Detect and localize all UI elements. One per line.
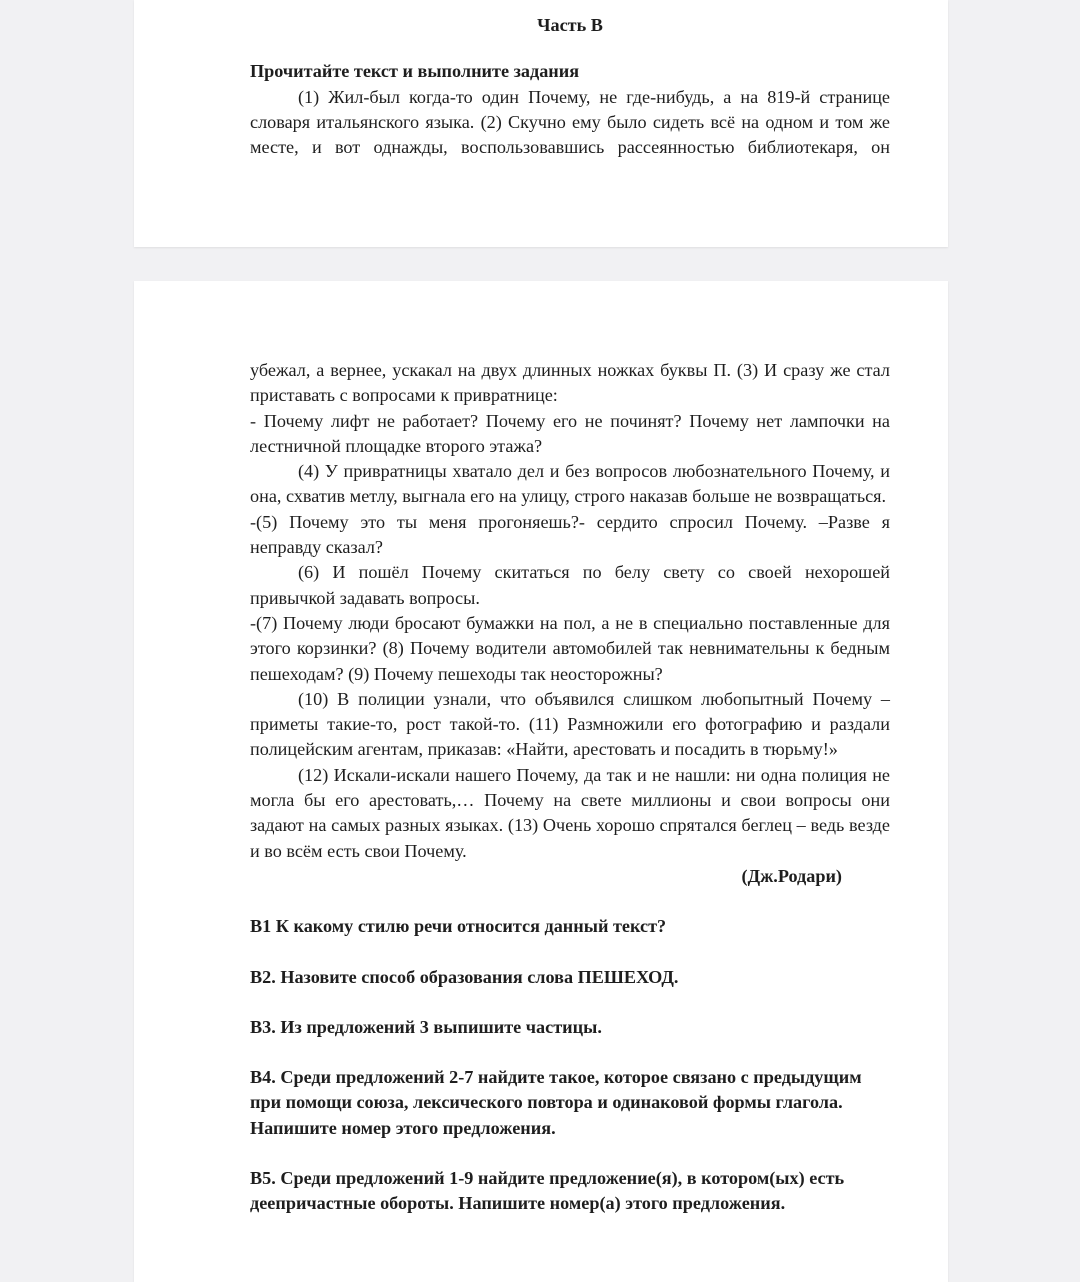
- document-page-1: [134, 0, 948, 247]
- page-1-content: [250, 13, 890, 160]
- paragraph-7-9: -(7) Почему люди бросают бумажки на пол, а не в специально поставленные для этого корзинки? (8) Почему водители автомобилей так невнимательны к бедным пешеходам? (9) Почему пешеходы так неосторожны?: [250, 612, 890, 684]
- part-title: Часть В: [537, 15, 603, 35]
- paragraph-5: -(5) Почему это ты меня прогоняешь?- сердито спросил Почему. –Разве я неправду сказал?: [250, 511, 890, 558]
- question-b1: В1 К какому стилю речи относится данный текст?: [250, 916, 667, 937]
- question-b4: В4. Среди предложений 2-7 найдите такое, которое связано с предыдущим при помощи союза, лексического повтора и одинаковой формы глагола. Напишите номер этого предложения.: [250, 1067, 862, 1138]
- paragraph-6: (6) И пошёл Почему скитаться по белу свету со своей нехорошей привычкой задавать вопросы.: [250, 562, 890, 608]
- paragraph-10-11: (10) В полиции узнали, что объявился слишком любопытный Почему – приметы такие-то, рост такой-то. (11) Размножили его фотографию и раздали полицейским агентам, приказав: «Найти, арестовать и посадить в тюрьму!»: [250, 688, 890, 760]
- paragraph-1: (1) Жил-был когда-то один Почему, не где-нибудь, а на 819-й странице словаря итальянского языка. (2) Скучно ему было сидеть всё на одном и том же месте, и вот однажды, воспользовавшись рассеянностью библиотекаря, он: [250, 86, 890, 158]
- page-2-content: [250, 358, 890, 1217]
- paragraph-dialogue-questions: - Почему лифт не работает? Почему его не починят? Почему нет лампочки на лестничной площадке второго этажа?: [250, 410, 890, 456]
- paragraph-12-13: (12) Искали-искали нашего Почему, да так и не нашли: ни одна полиция не могла бы его арестовать,… Почему на свете миллионы и свои вопросы они задают на самых разных языках. (13) Очень хорошо спрятался беглец – ведь везде и во всём есть свои Почему.: [250, 764, 890, 861]
- paragraph-4: (4) У привратницы хватало дел и без вопросов любознательного Почему, и она, схватив метлу, выгнала его на улицу, строго наказав больше не возвращаться.: [250, 461, 890, 507]
- author-signature: (Дж.Родари): [741, 865, 842, 886]
- question-b3: В3. Из предложений 3 выпишите частицы.: [250, 1016, 602, 1037]
- question-b2: В2. Назовите способ образования слова ПЕШЕХОД.: [250, 966, 679, 987]
- instruction-heading: Прочитайте текст и выполните задания: [250, 61, 580, 82]
- question-b5: В5. Среди предложений 1-9 найдите предложение(я), в котором(ых) есть деепричастные обороты. Напишите номер(а) этого предложения.: [250, 1168, 845, 1214]
- paragraph-continuation: убежал, а вернее, ускакал на двух длинных ножках буквы П. (3) И сразу же стал приставать с вопросами к привратнице:: [250, 360, 890, 406]
- document-page-2: [134, 281, 948, 1282]
